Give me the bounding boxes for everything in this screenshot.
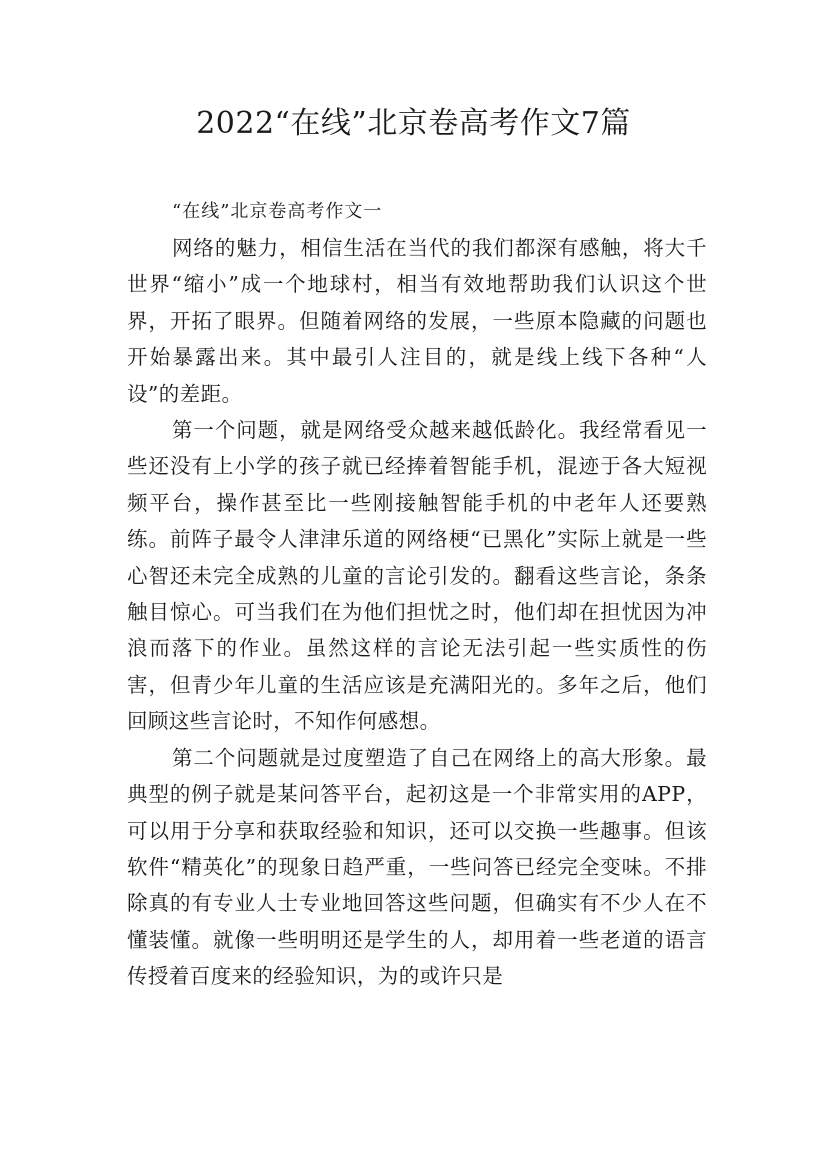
section-heading: “在线”北京卷高考作文一 — [172, 201, 383, 222]
paragraph-1: 网络的魅力，相信生活在当代的我们都深有感触，将大千世界“缩小”成一个地球村，相当有效地帮助我们认识这个世界，开拓了眼界。但随着网络的发展，一些原本隐藏的问题也开始暴露出来。其中最引人注目的，就是线上线下各种“人设”的差距。 — [127, 236, 707, 406]
paragraph-2: 第一个问题，就是网络受众越来越低龄化。我经常看见一些还没有上小学的孩子就已经捧着智能手机，混迹于各大短视频平台，操作甚至比一些刚接触智能手机的中老年人还要熟练。前阵子最令人津津乐道的网络梗“已黑化”实际上就是一些心智还未完全成熟的儿童的言论引发的。翻看这些言论，条条触目惊心。可当我们在为他们担忧之时，他们却在担忧因为冲浪而落下的作业。虽然这样的言论无法引起一些实质性的伤害，但青少年儿童的生活应该是充满阳光的。多年之后，他们回顾这些言论时，不知作何感想。 — [127, 418, 707, 734]
document-body — [127, 194, 707, 995]
document-title: 2022“在线”北京卷高考作文7篇 — [196, 106, 631, 141]
paragraph-3: 第二个问题就是过度塑造了自己在网络上的高大形象。最典型的例子就是某问答平台，起初这是一个非常实用的APP，可以用于分享和获取经验和知识，还可以交换一些趣事。但该软件“精英化”的现象日趋严重，一些问答已经完全变味。不排除真的有专业人士专业地回答这些问题，但确实有不少人在不懂装懂。就像一些明明还是学生的人，却用着一些老道的语言传授着百度来的经验知识，为的或许只是 — [127, 745, 707, 989]
